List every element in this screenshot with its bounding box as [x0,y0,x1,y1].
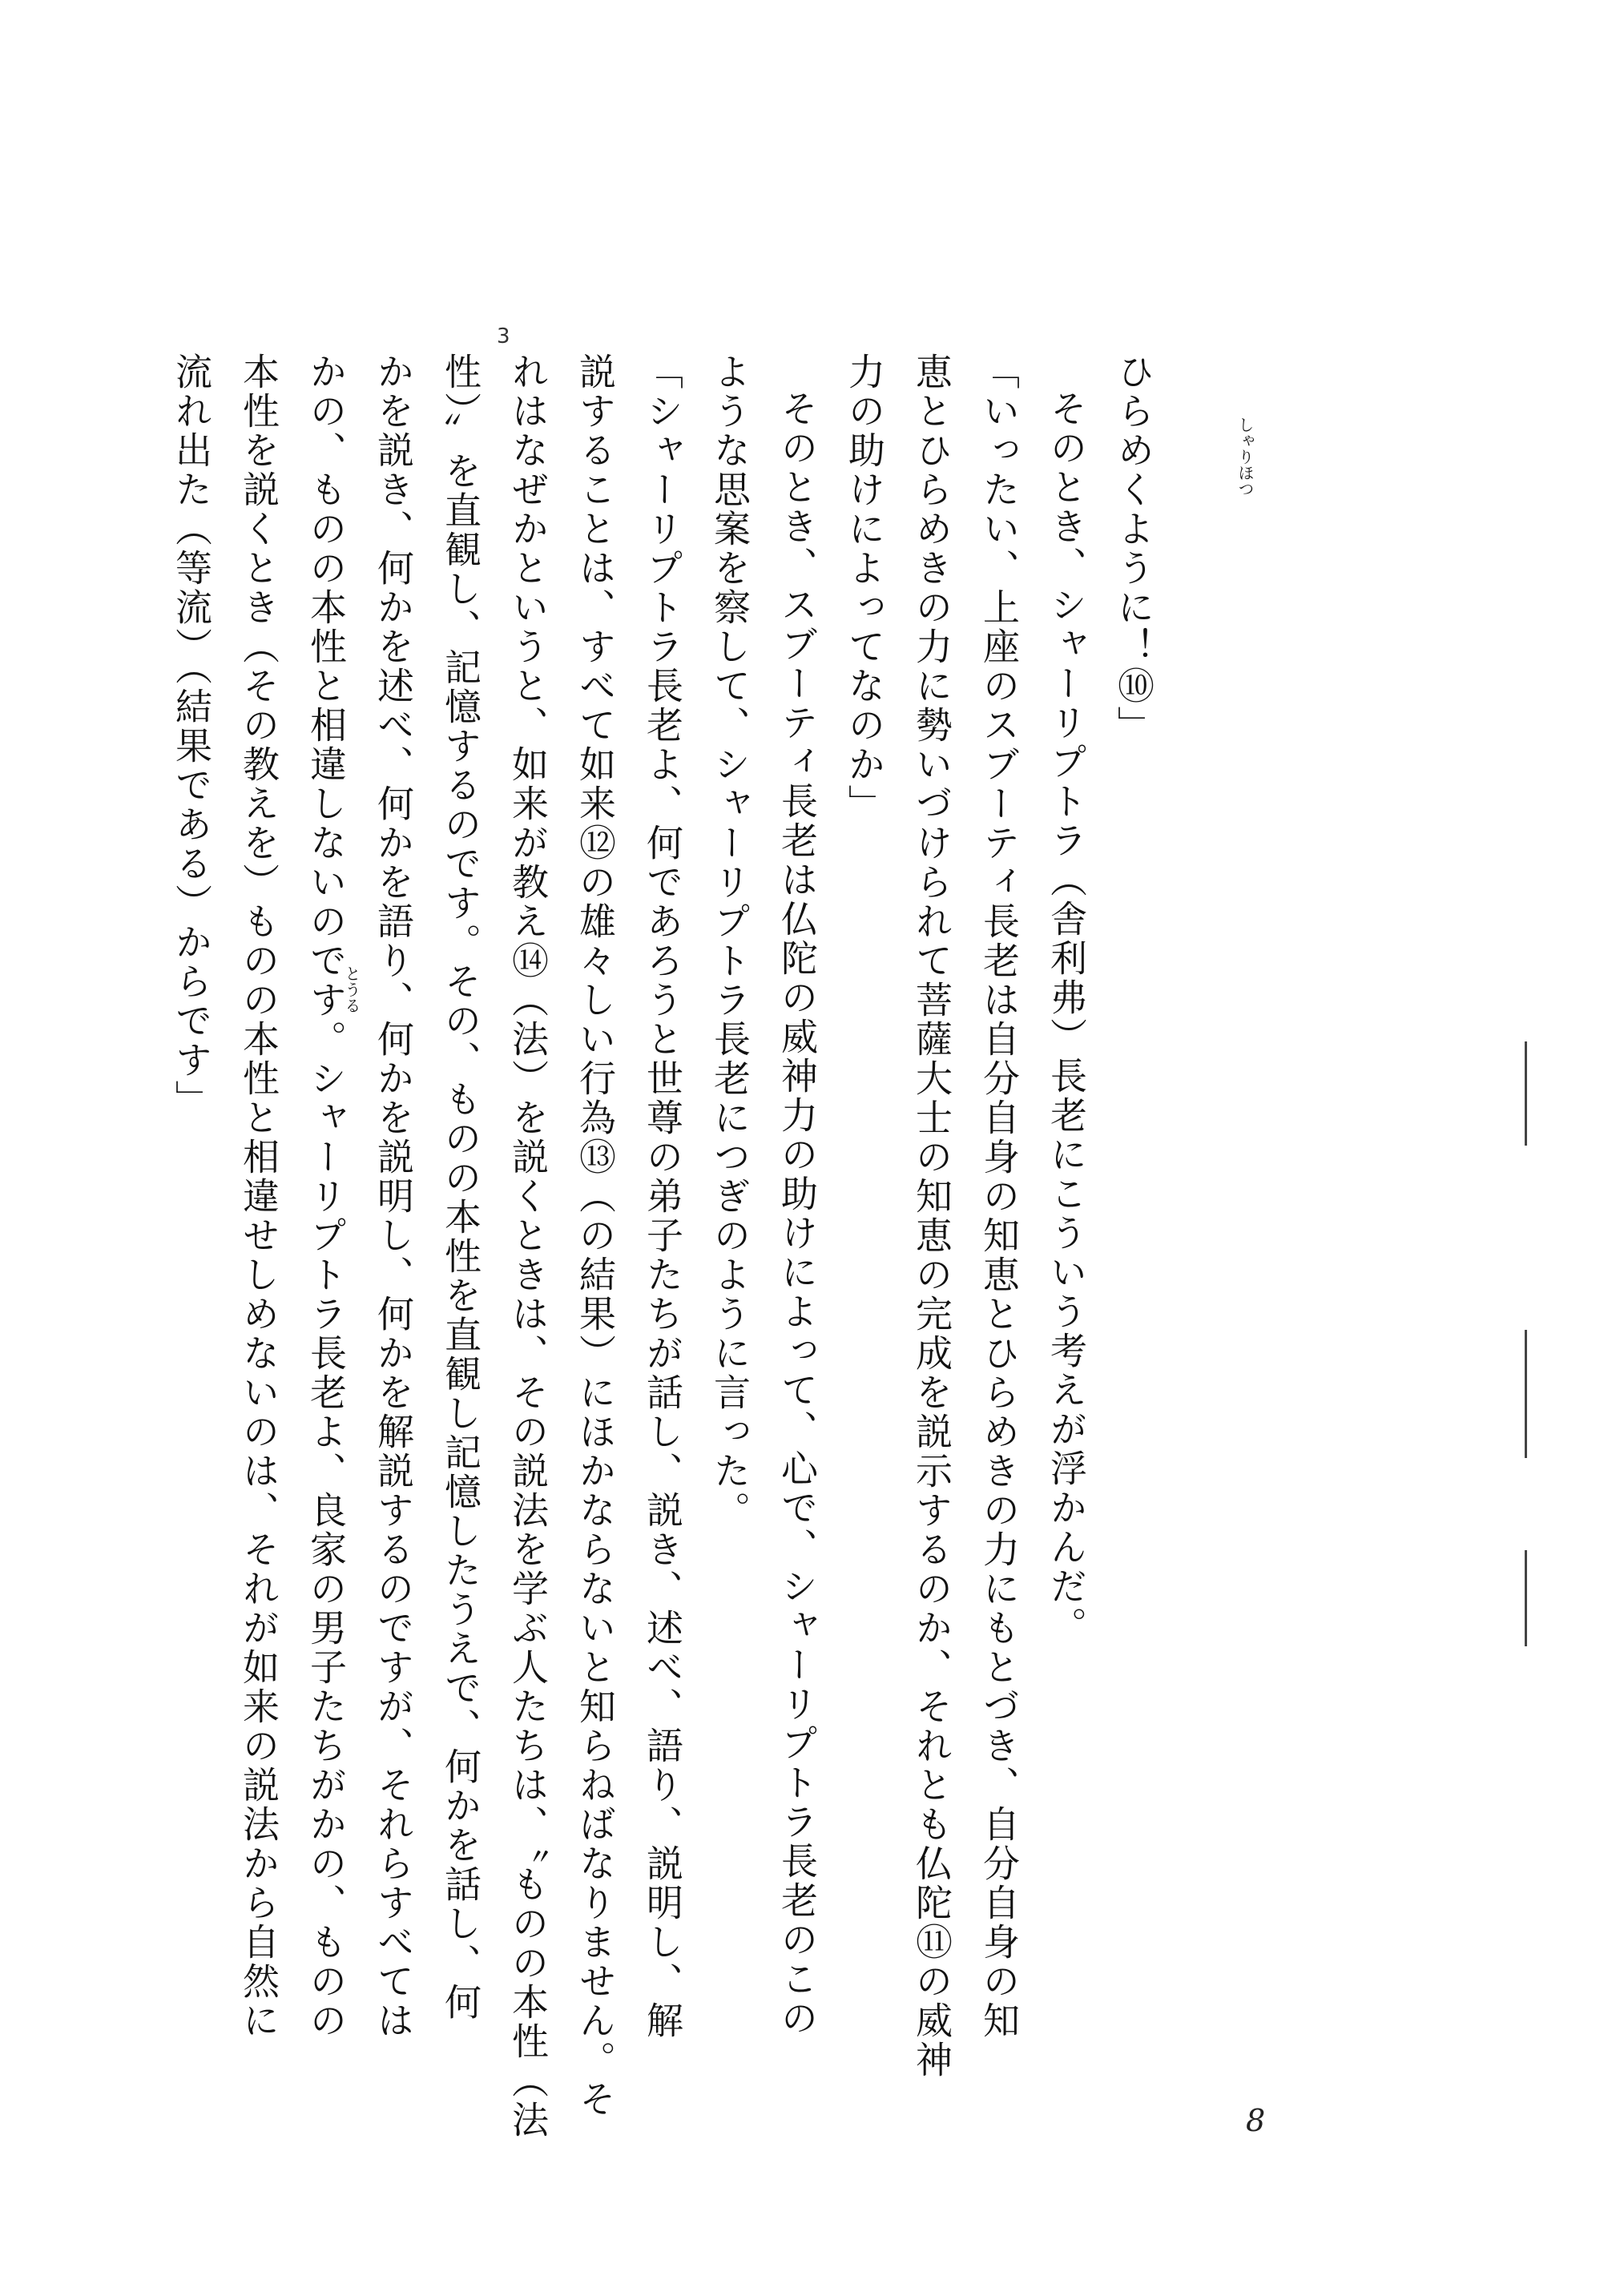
text-line-1: ひらめくように！⑩」 [1112,352,1155,745]
text-line-10: れはなぜかというと、如来が教え⑭（法）を説くときは、その説法を学ぶ人たちは、〝ものの本性（法 [506,352,550,2140]
ruby-toru: とうる [342,965,361,1013]
text-line-6: そのとき、スブーティ長老は仏陀の威神力の助けによって、心で、シャーリプトラ長老のこの [776,389,819,2038]
text-line-15: 流れ出た（等流）（結果である）からです」 [170,352,213,1119]
text-line-9: 説することは、すべて如来⑫の雄々しい行為⑬（の結果）にほかならないと知らねばなりません。そ [574,352,617,2119]
text-line-5: 力の助けによってなのか」 [843,352,886,824]
text-line-3: 「いったい、上座のスブーティ長老は自分自身の知恵とひらめきの力にもとづき、自分自身の知 [977,352,1021,2040]
text-line-13: かの、ものの本性と相違しないのです。シャーリプトラ長老よ、良家の男子たちがかの、ものの [304,352,348,2040]
page-number: 8 [1246,2103,1266,2138]
text-line-2: そのとき、シャーリプトラ（舎利弗）長老にこういう考えが浮かんだ。 [1045,389,1088,1645]
text-line-11: 性）〟を直観し、記憶するのです。その、ものの本性を直観し記憶したうえで、何かを話し、何 [439,352,482,2022]
ruby-shariputra: しゃりほつ [1235,417,1255,497]
text-line-7: ような思案を察して、シャーリプトラ長老につぎのように言った。 [708,352,752,1530]
text-line-8: 「シャーリプトラ長老よ、何であろうと世尊の弟子たちが話し、説き、述べ、語り、説明し、解 [641,352,684,2040]
margin-rule [1525,1041,1527,1146]
margin-rule [1525,1330,1527,1458]
text-line-12: かを説き、何かを述べ、何かを語り、何かを説明し、何かを解説するのですが、それらすべては [372,352,415,2040]
margin-rule [1525,1550,1527,1646]
text-line-4: 恵とひらめきの力に勢いづけられて菩薩大士の知恵の完成を説示するのか、それとも仏陀⑪の威神 [910,352,953,2080]
vertical-body-text [158,352,1167,2140]
text-line-14: 本性を説くとき（その教えを）ものの本性と相違せしめないのは、それが如来の説法から自然に [237,352,280,2040]
margin-line-marker: 3 [497,324,510,348]
